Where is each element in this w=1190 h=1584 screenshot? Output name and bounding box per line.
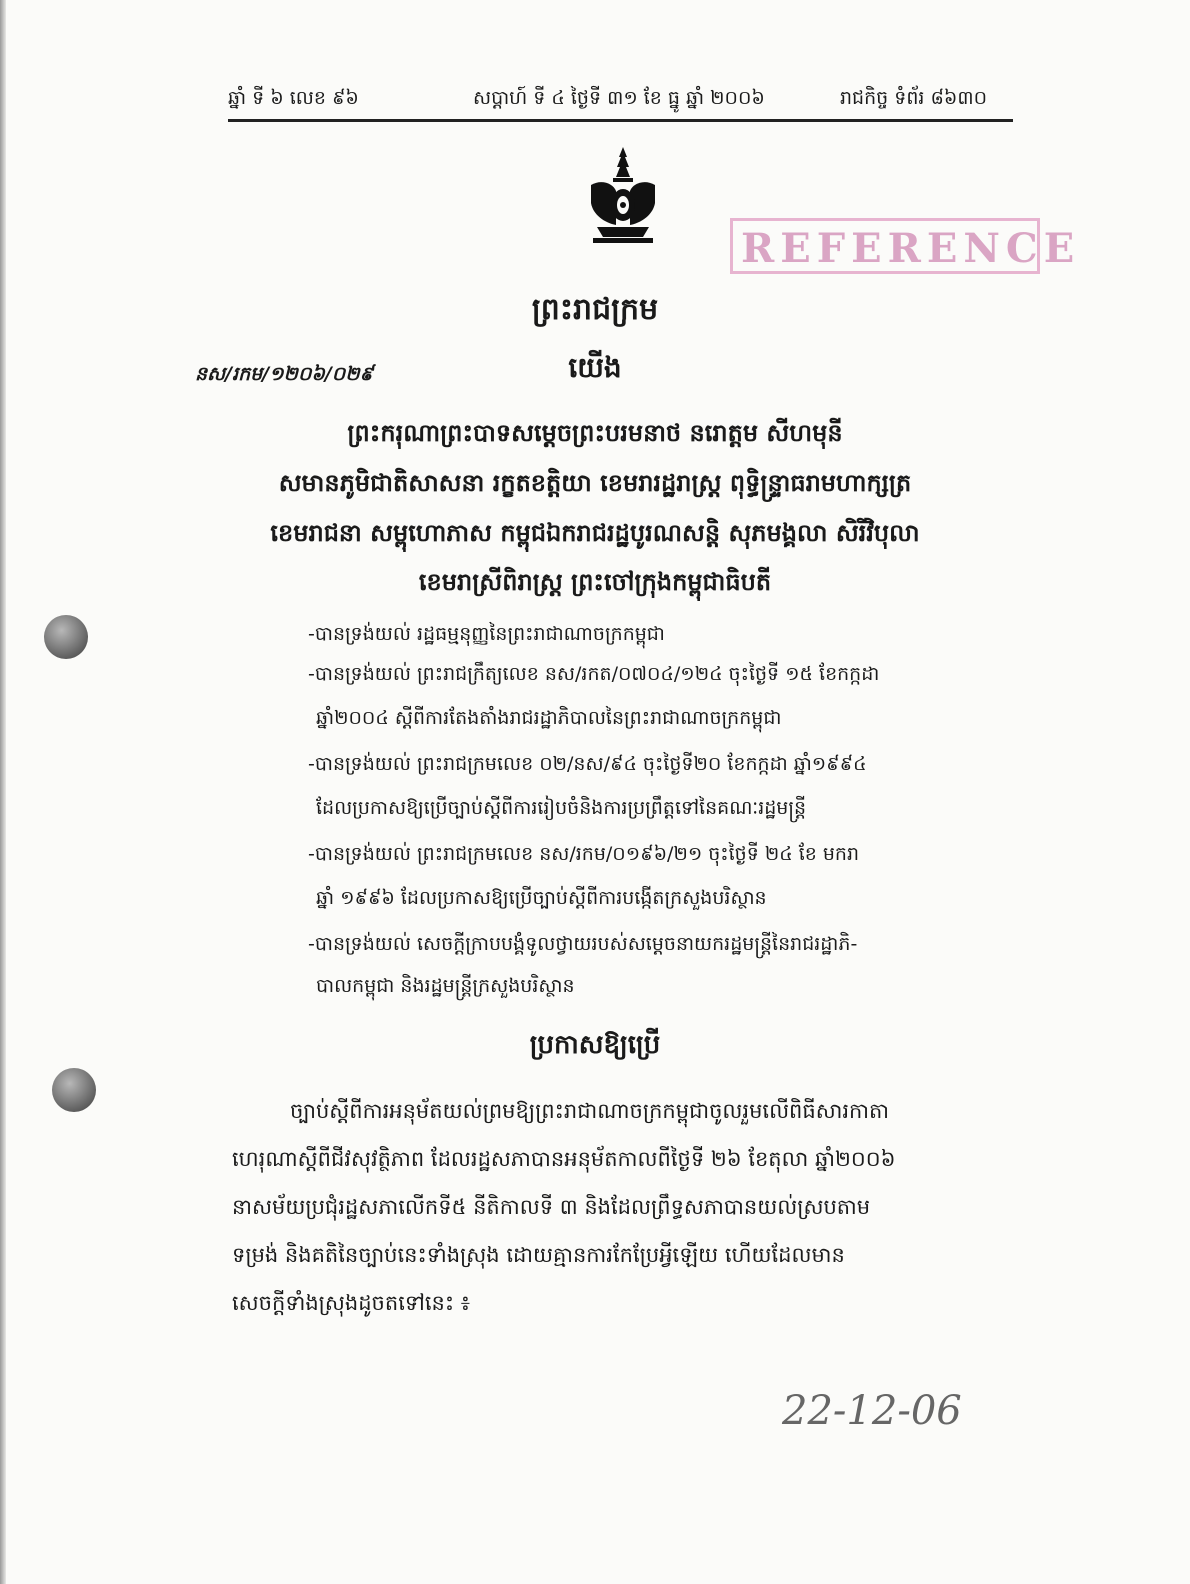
gazette-issue: ឆ្នាំ ទី ៦ លេខ ៩៦ — [228, 87, 359, 109]
decree-title: ព្រះរាជក្រម — [531, 292, 659, 327]
gazette-date: សប្តាហ៍ ទី ៤ ថ្ងៃទី ៣១ ខែ ធ្នូ ឆ្នាំ ២០០៦ — [473, 87, 765, 109]
reference-stamp: REFERENCE — [730, 218, 1040, 274]
consideration-continuation: ដែលប្រកាសឱ្យប្រើច្បាប់ស្តីពីការរៀបចំនិងការប្រព្រឹត្តទៅនៃគណៈរដ្ឋមន្ត្រី — [316, 797, 807, 819]
body-line: ហេរុណាស្តីពីជីវសុវត្ថិភាព ដែលរដ្ឋសភាបានអនុម័តកាលពីថ្ងៃទី ២៦ ខែតុលា ឆ្នាំ២០០៦ — [232, 1147, 896, 1171]
header-rule — [228, 119, 1013, 122]
punch-hole — [44, 615, 88, 659]
body-line: ទម្រង់ និងគតិនៃច្បាប់នេះទាំងស្រុង ដោយគ្មានការកែប្រែអ្វីឡើយ ហើយដែលមាន — [232, 1243, 845, 1267]
consideration-item: -បានទ្រង់យល់ សេចក្តីក្រាបបង្គំទូលថ្វាយរបស់សម្តេចនាយករដ្ឋមន្ត្រីនៃរាជរដ្ឋាភិ- — [308, 933, 858, 955]
body-line: នាសម័យប្រជុំរដ្ឋសភាលើកទី៥ នីតិកាលទី ៣ និងដែលព្រឹទ្ធសភាបានយល់ស្របតាម — [232, 1195, 871, 1219]
royal-title-line: សមានភូមិជាតិសាសនា រក្ខតខត្តិយា ខេមរារដ្ឋរាស្ត្រ ពុទ្ធិន្ទ្រាធរាមហាក្សត្រ — [278, 469, 912, 497]
consideration-continuation: ឆ្នាំ ១៩៩៦ ដែលប្រកាសឱ្យប្រើច្បាប់ស្តីពីការបង្កើតក្រសួងបរិស្ថាន — [316, 887, 767, 909]
body-line: សេចក្តីទាំងស្រុងដូចតទៅនេះ ៖ — [232, 1291, 471, 1315]
decree-reference-number: នស/រកម/១២០៦/០២៩ — [195, 363, 374, 385]
consideration-continuation: បាលកម្ពុជា និងរដ្ឋមន្ត្រីក្រសួងបរិស្ថាន — [316, 975, 575, 997]
decree-we: យើង — [568, 351, 622, 384]
royal-coat-of-arms-icon — [583, 145, 663, 245]
proclamation-heading: ប្រកាសឱ្យប្រើ — [529, 1030, 661, 1060]
consideration-continuation: ឆ្នាំ២០០៤ ស្តីពីការតែងតាំងរាជរដ្ឋាភិបាលនៃព្រះរាជាណាចក្រកម្ពុជា — [316, 707, 782, 729]
body-line: ច្បាប់ស្តីពីការអនុម័តយល់ព្រមឱ្យព្រះរាជាណាចក្រកម្ពុជាចូលរួមលើពិធីសារកាតា — [290, 1099, 890, 1123]
scan-edge — [0, 0, 6, 1584]
gazette-header — [228, 82, 1008, 118]
consideration-item: -បានទ្រង់យល់ ព្រះរាជក្រមលេខ ០២/នស/៩៤ ចុះថ្ងៃទី២០ ខែកក្កដា ឆ្នាំ១៩៩៤ — [308, 753, 867, 775]
gazette-page: រាជកិច្ច ទំព័រ ៨៦៣០ — [840, 87, 988, 109]
punch-hole — [52, 1068, 96, 1112]
royal-title-line: ខេមរាស្រីពិរាស្ត្រ ព្រះចៅក្រុងកម្ពុជាធិបតី — [418, 568, 772, 596]
consideration-item: -បានទ្រង់យល់ ព្រះរាជក្រឹត្យលេខ នស/រកត/០៧០៤/១២៤ ចុះថ្ងៃទី ១៥ ខែកក្កដា — [308, 663, 880, 685]
handwritten-date: 22-12-06 — [782, 1388, 962, 1434]
consideration-item: -បានទ្រង់យល់ ព្រះរាជក្រមលេខ នស/រកម/០១៩៦/២១ ចុះថ្ងៃទី ២៤ ខែ មករា — [308, 843, 860, 865]
consideration-item: -បានទ្រង់យល់ រដ្ឋធម្មនុញ្ញនៃព្រះរាជាណាចក្រកម្ពុជា — [308, 623, 665, 645]
royal-title-line: ព្រះករុណាព្រះបាទសម្តេចព្រះបរមនាថ នរោត្តម សីហមុនី — [347, 419, 843, 447]
royal-title-line: ខេមរាជនា សម្ពុហោភាស កម្ពុជឯករាជរដ្ឋបូរណសន្តិ សុភមង្គលា សិរីវិបុលា — [270, 519, 920, 547]
